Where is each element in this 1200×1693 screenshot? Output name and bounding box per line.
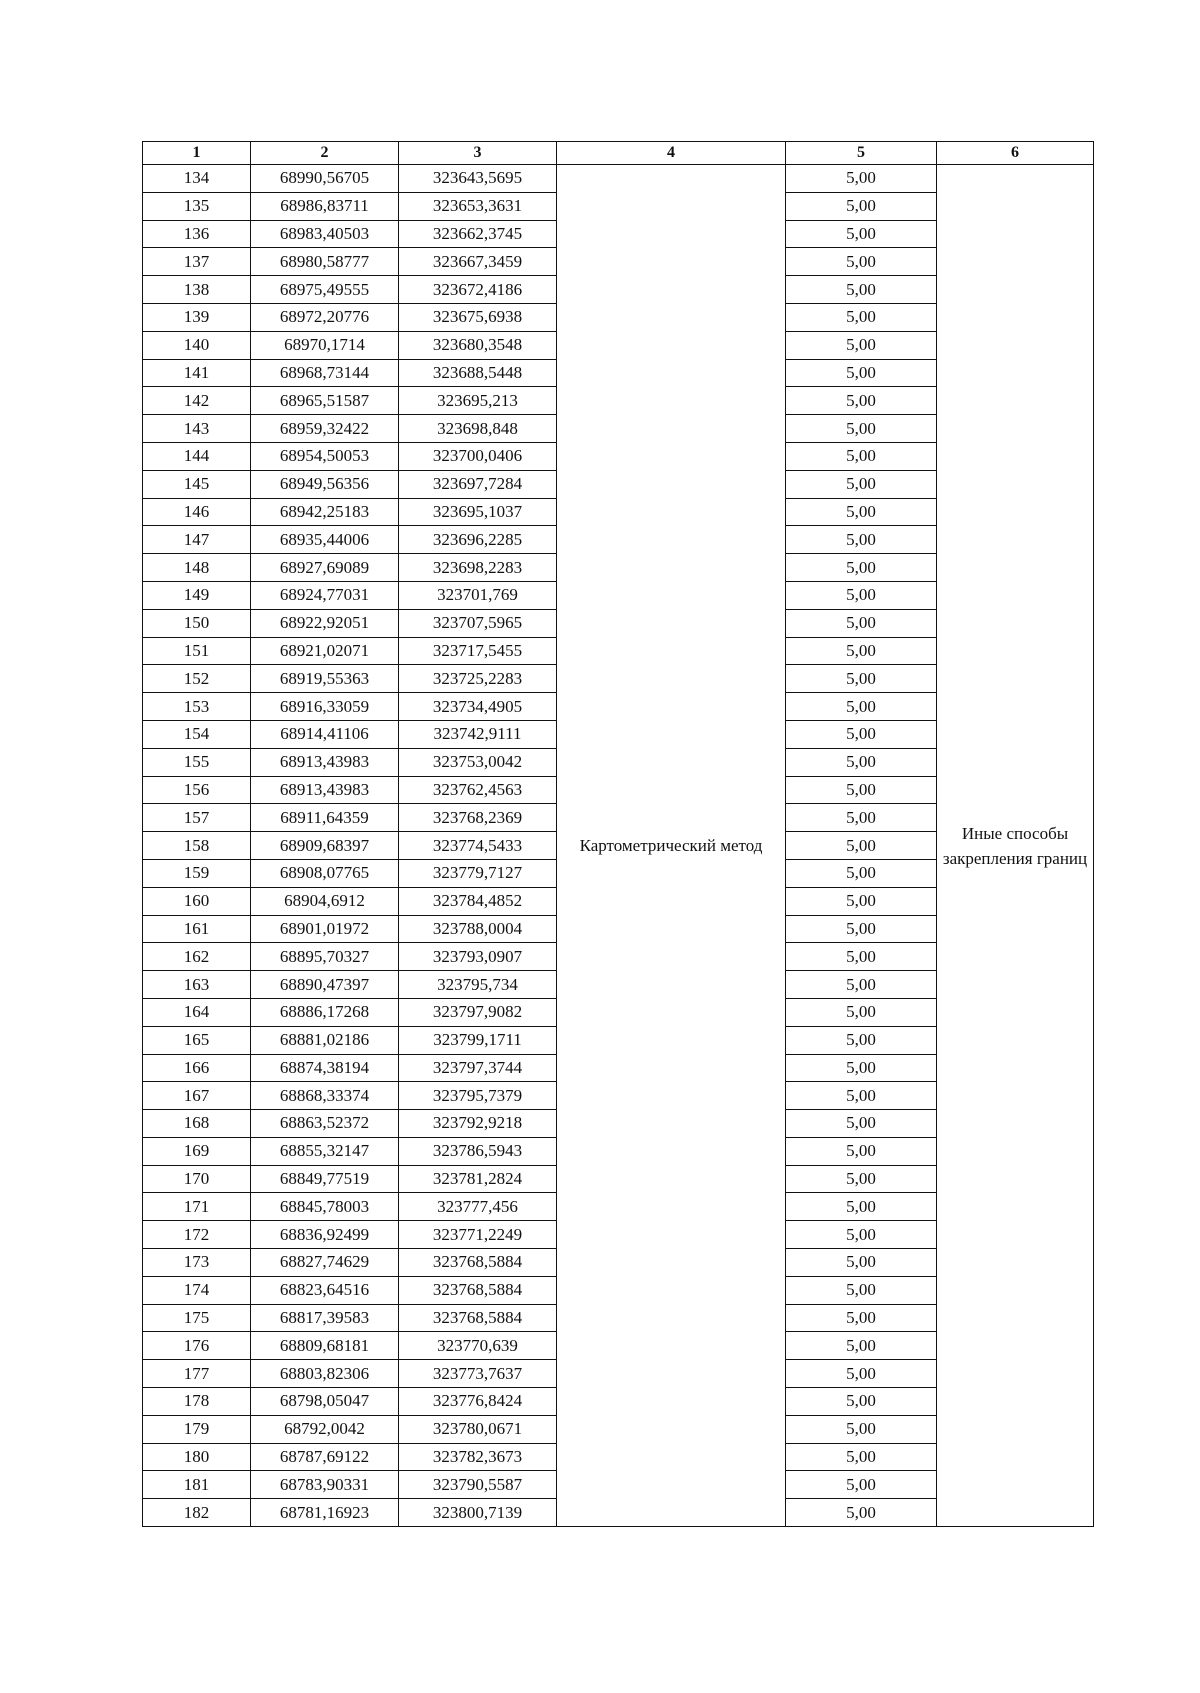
accuracy-cell: 5,00 [786, 1471, 937, 1499]
x-coordinate-cell: 68916,33059 [251, 693, 399, 721]
accuracy-cell: 5,00 [786, 498, 937, 526]
x-coordinate-cell: 68942,25183 [251, 498, 399, 526]
x-coordinate-cell: 68890,47397 [251, 971, 399, 999]
x-coordinate-cell: 68809,68181 [251, 1332, 399, 1360]
x-coordinate-cell: 68827,74629 [251, 1249, 399, 1277]
x-coordinate-cell: 68895,70327 [251, 943, 399, 971]
accuracy-cell: 5,00 [786, 165, 937, 193]
point-number-cell: 138 [143, 276, 251, 304]
point-number-cell: 150 [143, 609, 251, 637]
y-coordinate-cell: 323701,769 [399, 581, 557, 609]
accuracy-cell: 5,00 [786, 1165, 937, 1193]
x-coordinate-cell: 68965,51587 [251, 387, 399, 415]
point-number-cell: 180 [143, 1443, 251, 1471]
point-number-cell: 145 [143, 470, 251, 498]
y-coordinate-cell: 323672,4186 [399, 276, 557, 304]
x-coordinate-cell: 68986,83711 [251, 192, 399, 220]
y-coordinate-cell: 323695,213 [399, 387, 557, 415]
coordinates-table [142, 141, 1094, 1527]
x-coordinate-cell: 68909,68397 [251, 832, 399, 860]
y-coordinate-cell: 323797,9082 [399, 998, 557, 1026]
x-coordinate-cell: 68881,02186 [251, 1026, 399, 1054]
y-coordinate-cell: 323770,639 [399, 1332, 557, 1360]
point-number-cell: 179 [143, 1415, 251, 1443]
accuracy-cell: 5,00 [786, 1249, 937, 1277]
point-number-cell: 173 [143, 1249, 251, 1277]
accuracy-cell: 5,00 [786, 998, 937, 1026]
method-cell: Картометрический метод [557, 165, 786, 1527]
y-coordinate-cell: 323653,3631 [399, 192, 557, 220]
accuracy-cell: 5,00 [786, 526, 937, 554]
y-coordinate-cell: 323773,7637 [399, 1360, 557, 1388]
column-header-6: 6 [937, 142, 1094, 165]
point-number-cell: 168 [143, 1110, 251, 1138]
point-number-cell: 140 [143, 331, 251, 359]
x-coordinate-cell: 68783,90331 [251, 1471, 399, 1499]
accuracy-cell: 5,00 [786, 804, 937, 832]
point-number-cell: 147 [143, 526, 251, 554]
y-coordinate-cell: 323698,2283 [399, 554, 557, 582]
y-coordinate-cell: 323776,8424 [399, 1388, 557, 1416]
x-coordinate-cell: 68980,58777 [251, 248, 399, 276]
accuracy-cell: 5,00 [786, 776, 937, 804]
accuracy-cell: 5,00 [786, 1360, 937, 1388]
x-coordinate-cell: 68970,1714 [251, 331, 399, 359]
y-coordinate-cell: 323781,2824 [399, 1165, 557, 1193]
accuracy-cell: 5,00 [786, 220, 937, 248]
x-coordinate-cell: 68904,6912 [251, 887, 399, 915]
point-number-cell: 159 [143, 859, 251, 887]
x-coordinate-cell: 68849,77519 [251, 1165, 399, 1193]
point-number-cell: 177 [143, 1360, 251, 1388]
y-coordinate-cell: 323675,6938 [399, 303, 557, 331]
x-coordinate-cell: 68921,02071 [251, 637, 399, 665]
x-coordinate-cell: 68874,38194 [251, 1054, 399, 1082]
fixing-method-cell: Иные способы закрепления границ [937, 165, 1094, 1527]
y-coordinate-cell: 323753,0042 [399, 748, 557, 776]
accuracy-cell: 5,00 [786, 665, 937, 693]
y-coordinate-cell: 323725,2283 [399, 665, 557, 693]
point-number-cell: 166 [143, 1054, 251, 1082]
point-number-cell: 174 [143, 1276, 251, 1304]
y-coordinate-cell: 323777,456 [399, 1193, 557, 1221]
point-number-cell: 162 [143, 943, 251, 971]
point-number-cell: 137 [143, 248, 251, 276]
point-number-cell: 152 [143, 665, 251, 693]
y-coordinate-cell: 323696,2285 [399, 526, 557, 554]
accuracy-cell: 5,00 [786, 442, 937, 470]
accuracy-cell: 5,00 [786, 248, 937, 276]
accuracy-cell: 5,00 [786, 1304, 937, 1332]
point-number-cell: 178 [143, 1388, 251, 1416]
x-coordinate-cell: 68823,64516 [251, 1276, 399, 1304]
point-number-cell: 175 [143, 1304, 251, 1332]
x-coordinate-cell: 68817,39583 [251, 1304, 399, 1332]
accuracy-cell: 5,00 [786, 581, 937, 609]
point-number-cell: 165 [143, 1026, 251, 1054]
y-coordinate-cell: 323792,9218 [399, 1110, 557, 1138]
y-coordinate-cell: 323786,5943 [399, 1137, 557, 1165]
accuracy-cell: 5,00 [786, 971, 937, 999]
y-coordinate-cell: 323734,4905 [399, 693, 557, 721]
x-coordinate-cell: 68922,92051 [251, 609, 399, 637]
x-coordinate-cell: 68911,64359 [251, 804, 399, 832]
x-coordinate-cell: 68959,32422 [251, 415, 399, 443]
accuracy-cell: 5,00 [786, 554, 937, 582]
accuracy-cell: 5,00 [786, 1026, 937, 1054]
y-coordinate-cell: 323700,0406 [399, 442, 557, 470]
table-row [143, 165, 1094, 193]
header-row [143, 142, 1094, 165]
accuracy-cell: 5,00 [786, 1276, 937, 1304]
accuracy-cell: 5,00 [786, 276, 937, 304]
y-coordinate-cell: 323707,5965 [399, 609, 557, 637]
y-coordinate-cell: 323790,5587 [399, 1471, 557, 1499]
accuracy-cell: 5,00 [786, 1137, 937, 1165]
y-coordinate-cell: 323793,0907 [399, 943, 557, 971]
y-coordinate-cell: 323762,4563 [399, 776, 557, 804]
accuracy-cell: 5,00 [786, 1054, 937, 1082]
accuracy-cell: 5,00 [786, 387, 937, 415]
y-coordinate-cell: 323779,7127 [399, 859, 557, 887]
y-coordinate-cell: 323774,5433 [399, 832, 557, 860]
column-header-2: 2 [251, 142, 399, 165]
y-coordinate-cell: 323768,5884 [399, 1276, 557, 1304]
y-coordinate-cell: 323697,7284 [399, 470, 557, 498]
accuracy-cell: 5,00 [786, 1332, 937, 1360]
accuracy-cell: 5,00 [786, 1193, 937, 1221]
x-coordinate-cell: 68919,55363 [251, 665, 399, 693]
point-number-cell: 139 [143, 303, 251, 331]
point-number-cell: 164 [143, 998, 251, 1026]
point-number-cell: 171 [143, 1193, 251, 1221]
column-header-1: 1 [143, 142, 251, 165]
x-coordinate-cell: 68863,52372 [251, 1110, 399, 1138]
x-coordinate-cell: 68901,01972 [251, 915, 399, 943]
accuracy-cell: 5,00 [786, 748, 937, 776]
point-number-cell: 134 [143, 165, 251, 193]
accuracy-cell: 5,00 [786, 1388, 937, 1416]
table-body [143, 165, 1094, 1527]
point-number-cell: 154 [143, 720, 251, 748]
point-number-cell: 161 [143, 915, 251, 943]
accuracy-cell: 5,00 [786, 1082, 937, 1110]
x-coordinate-cell: 68913,43983 [251, 776, 399, 804]
point-number-cell: 149 [143, 581, 251, 609]
x-coordinate-cell: 68990,56705 [251, 165, 399, 193]
x-coordinate-cell: 68949,56356 [251, 470, 399, 498]
x-coordinate-cell: 68845,78003 [251, 1193, 399, 1221]
accuracy-cell: 5,00 [786, 1110, 937, 1138]
accuracy-cell: 5,00 [786, 331, 937, 359]
x-coordinate-cell: 68803,82306 [251, 1360, 399, 1388]
y-coordinate-cell: 323742,9111 [399, 720, 557, 748]
y-coordinate-cell: 323780,0671 [399, 1415, 557, 1443]
point-number-cell: 143 [143, 415, 251, 443]
point-number-cell: 182 [143, 1499, 251, 1527]
point-number-cell: 148 [143, 554, 251, 582]
y-coordinate-cell: 323717,5455 [399, 637, 557, 665]
x-coordinate-cell: 68855,32147 [251, 1137, 399, 1165]
accuracy-cell: 5,00 [786, 832, 937, 860]
y-coordinate-cell: 323698,848 [399, 415, 557, 443]
x-coordinate-cell: 68927,69089 [251, 554, 399, 582]
y-coordinate-cell: 323788,0004 [399, 915, 557, 943]
accuracy-cell: 5,00 [786, 693, 937, 721]
y-coordinate-cell: 323643,5695 [399, 165, 557, 193]
accuracy-cell: 5,00 [786, 720, 937, 748]
accuracy-cell: 5,00 [786, 915, 937, 943]
accuracy-cell: 5,00 [786, 415, 937, 443]
accuracy-cell: 5,00 [786, 1499, 937, 1527]
point-number-cell: 169 [143, 1137, 251, 1165]
point-number-cell: 170 [143, 1165, 251, 1193]
accuracy-cell: 5,00 [786, 1443, 937, 1471]
accuracy-cell: 5,00 [786, 1221, 937, 1249]
y-coordinate-cell: 323768,5884 [399, 1249, 557, 1277]
y-coordinate-cell: 323799,1711 [399, 1026, 557, 1054]
point-number-cell: 136 [143, 220, 251, 248]
accuracy-cell: 5,00 [786, 859, 937, 887]
x-coordinate-cell: 68954,50053 [251, 442, 399, 470]
point-number-cell: 158 [143, 832, 251, 860]
point-number-cell: 176 [143, 1332, 251, 1360]
y-coordinate-cell: 323662,3745 [399, 220, 557, 248]
accuracy-cell: 5,00 [786, 470, 937, 498]
x-coordinate-cell: 68908,07765 [251, 859, 399, 887]
y-coordinate-cell: 323771,2249 [399, 1221, 557, 1249]
point-number-cell: 172 [143, 1221, 251, 1249]
x-coordinate-cell: 68792,0042 [251, 1415, 399, 1443]
y-coordinate-cell: 323795,734 [399, 971, 557, 999]
y-coordinate-cell: 323680,3548 [399, 331, 557, 359]
point-number-cell: 135 [143, 192, 251, 220]
point-number-cell: 156 [143, 776, 251, 804]
x-coordinate-cell: 68868,33374 [251, 1082, 399, 1110]
point-number-cell: 167 [143, 1082, 251, 1110]
point-number-cell: 142 [143, 387, 251, 415]
accuracy-cell: 5,00 [786, 637, 937, 665]
x-coordinate-cell: 68975,49555 [251, 276, 399, 304]
x-coordinate-cell: 68886,17268 [251, 998, 399, 1026]
y-coordinate-cell: 323768,5884 [399, 1304, 557, 1332]
point-number-cell: 146 [143, 498, 251, 526]
point-number-cell: 160 [143, 887, 251, 915]
accuracy-cell: 5,00 [786, 609, 937, 637]
point-number-cell: 155 [143, 748, 251, 776]
y-coordinate-cell: 323688,5448 [399, 359, 557, 387]
column-header-3: 3 [399, 142, 557, 165]
point-number-cell: 151 [143, 637, 251, 665]
y-coordinate-cell: 323795,7379 [399, 1082, 557, 1110]
y-coordinate-cell: 323784,4852 [399, 887, 557, 915]
point-number-cell: 181 [143, 1471, 251, 1499]
column-header-5: 5 [786, 142, 937, 165]
x-coordinate-cell: 68924,77031 [251, 581, 399, 609]
y-coordinate-cell: 323695,1037 [399, 498, 557, 526]
point-number-cell: 157 [143, 804, 251, 832]
accuracy-cell: 5,00 [786, 359, 937, 387]
point-number-cell: 163 [143, 971, 251, 999]
accuracy-cell: 5,00 [786, 192, 937, 220]
x-coordinate-cell: 68913,43983 [251, 748, 399, 776]
accuracy-cell: 5,00 [786, 943, 937, 971]
column-header-4: 4 [557, 142, 786, 165]
y-coordinate-cell: 323768,2369 [399, 804, 557, 832]
point-number-cell: 144 [143, 442, 251, 470]
y-coordinate-cell: 323667,3459 [399, 248, 557, 276]
accuracy-cell: 5,00 [786, 887, 937, 915]
point-number-cell: 141 [143, 359, 251, 387]
accuracy-cell: 5,00 [786, 1415, 937, 1443]
x-coordinate-cell: 68968,73144 [251, 359, 399, 387]
x-coordinate-cell: 68798,05047 [251, 1388, 399, 1416]
x-coordinate-cell: 68836,92499 [251, 1221, 399, 1249]
x-coordinate-cell: 68935,44006 [251, 526, 399, 554]
point-number-cell: 153 [143, 693, 251, 721]
x-coordinate-cell: 68787,69122 [251, 1443, 399, 1471]
x-coordinate-cell: 68781,16923 [251, 1499, 399, 1527]
y-coordinate-cell: 323782,3673 [399, 1443, 557, 1471]
y-coordinate-cell: 323800,7139 [399, 1499, 557, 1527]
accuracy-cell: 5,00 [786, 303, 937, 331]
x-coordinate-cell: 68983,40503 [251, 220, 399, 248]
y-coordinate-cell: 323797,3744 [399, 1054, 557, 1082]
x-coordinate-cell: 68914,41106 [251, 720, 399, 748]
x-coordinate-cell: 68972,20776 [251, 303, 399, 331]
